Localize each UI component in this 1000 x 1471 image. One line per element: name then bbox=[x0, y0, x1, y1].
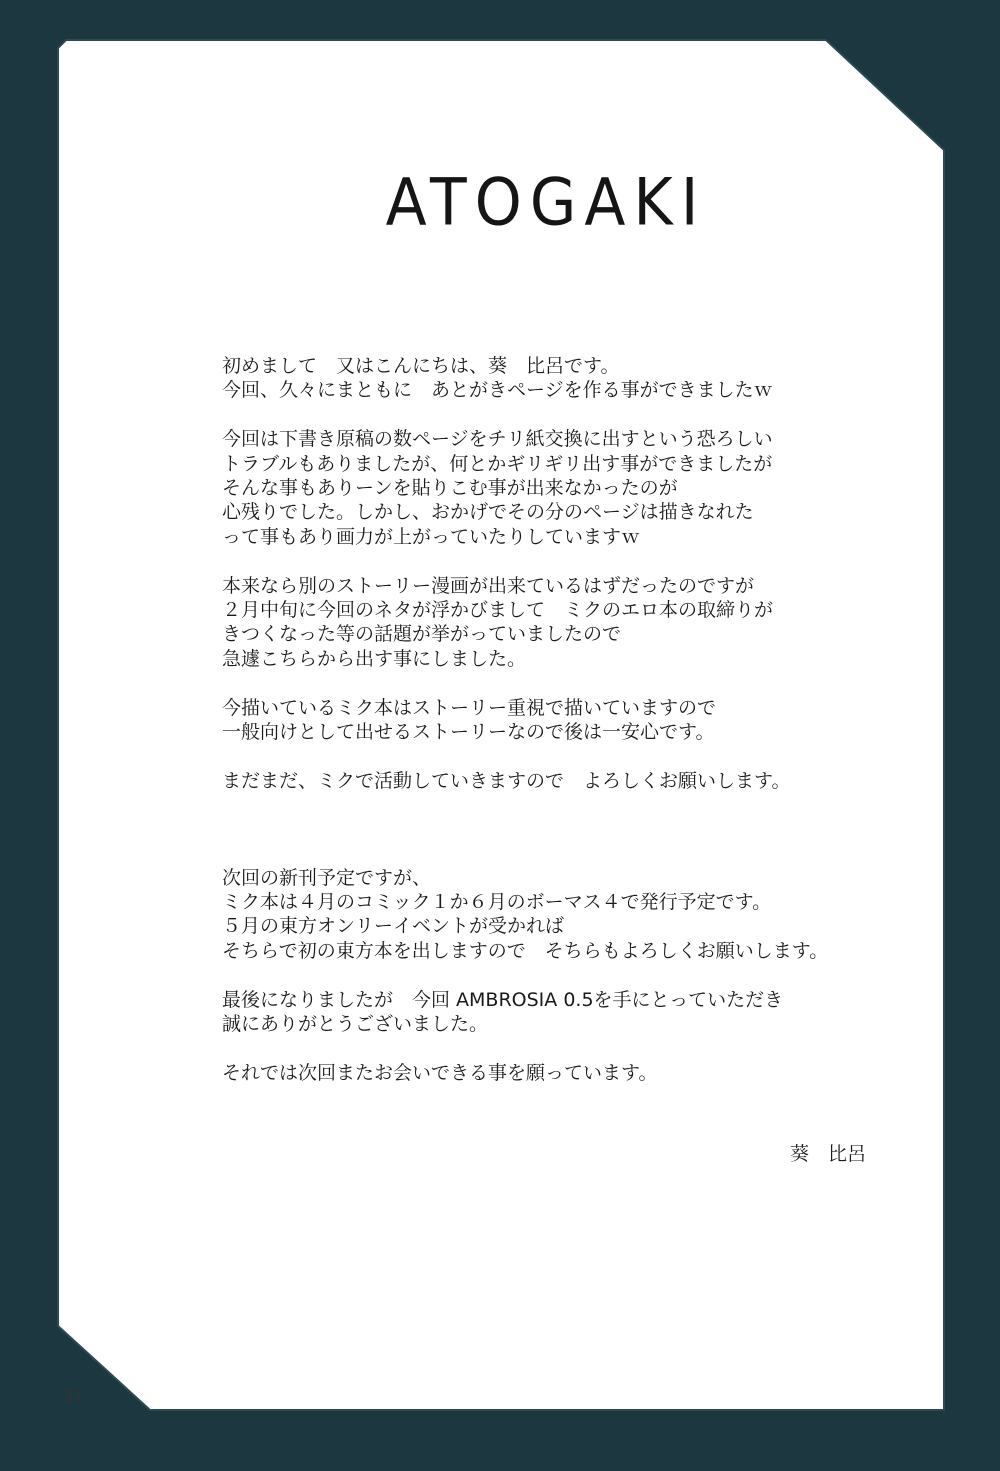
text-line: 初めまして 又はこんにちは、葵 比呂です。 bbox=[222, 355, 620, 377]
page-number: 21 bbox=[64, 1387, 84, 1405]
paragraph-current-work bbox=[222, 696, 902, 745]
text-line: トラブルもありましたが、何とかギリギリ出す事ができましたが bbox=[222, 452, 773, 475]
paragraph-activity bbox=[222, 769, 902, 793]
page-title: ATOGAKI bbox=[385, 165, 707, 241]
text-line: きつくなった等の話題が挙がっていましたので bbox=[222, 623, 622, 646]
section-spacer bbox=[222, 818, 902, 866]
paragraph-thanks bbox=[222, 988, 902, 1037]
text-line: ２月中旬に今回のネタが浮かびまして ミクのエロ本の取締りが bbox=[222, 599, 774, 622]
text-line: 今回は下書き原稿の数ページをチリ紙交換に出すという恐ろしい bbox=[222, 428, 773, 451]
text-line: 一般向けとして出せるストーリーなので後は一安心です。 bbox=[222, 721, 715, 744]
afterword-body bbox=[222, 354, 902, 1110]
text-line: そんな事もありーンを貼りこむ事が出来なかったのが bbox=[222, 477, 678, 500]
text-line: って事もあり画力が上がっていたりしていますｗ bbox=[222, 525, 641, 548]
author-signature: 葵 比呂 bbox=[790, 1143, 867, 1165]
paragraph-next-release bbox=[222, 866, 902, 964]
text-line: ５月の東方オンリーイベントが受かれば bbox=[222, 915, 565, 938]
paragraph-plans bbox=[222, 574, 902, 672]
text-line: 急遽こちらから出す事にしました。 bbox=[222, 647, 527, 670]
text-line: 心残りでした。しかし、おかげでその分のページは描きなれた bbox=[222, 501, 754, 524]
text-line: 今描いているミク本はストーリー重視で描いていますので bbox=[222, 696, 717, 719]
paragraph-greeting bbox=[222, 354, 902, 403]
text-line: 本来なら別のストーリー漫画が出来ているはずだったのですが bbox=[222, 574, 755, 597]
text-line: 次回の新刊予定ですが、 bbox=[222, 866, 432, 889]
paragraph-closing bbox=[222, 1061, 902, 1085]
paragraph-trouble bbox=[222, 427, 902, 549]
text-line: 今回、久々にまともに あとがきページを作る事ができましたｗ bbox=[222, 379, 773, 402]
text-line: それでは次回またお会いできる事を願っています。 bbox=[222, 1061, 658, 1084]
text-line: ミク本は４月のコミック１か６月のボーマス４で発行予定です。 bbox=[222, 891, 772, 914]
text-line: 最後になりましたが 今回 AMBROSIA 0.5を手にとっていただき bbox=[222, 988, 784, 1011]
text-line: そちらで初の東方本を出しますので そちらもよろしくお願いします。 bbox=[222, 939, 829, 962]
text-line: 誠にありがとうございました。 bbox=[222, 1013, 489, 1036]
text-line: まだまだ、ミクで活動していきますので よろしくお願いします。 bbox=[222, 769, 791, 792]
